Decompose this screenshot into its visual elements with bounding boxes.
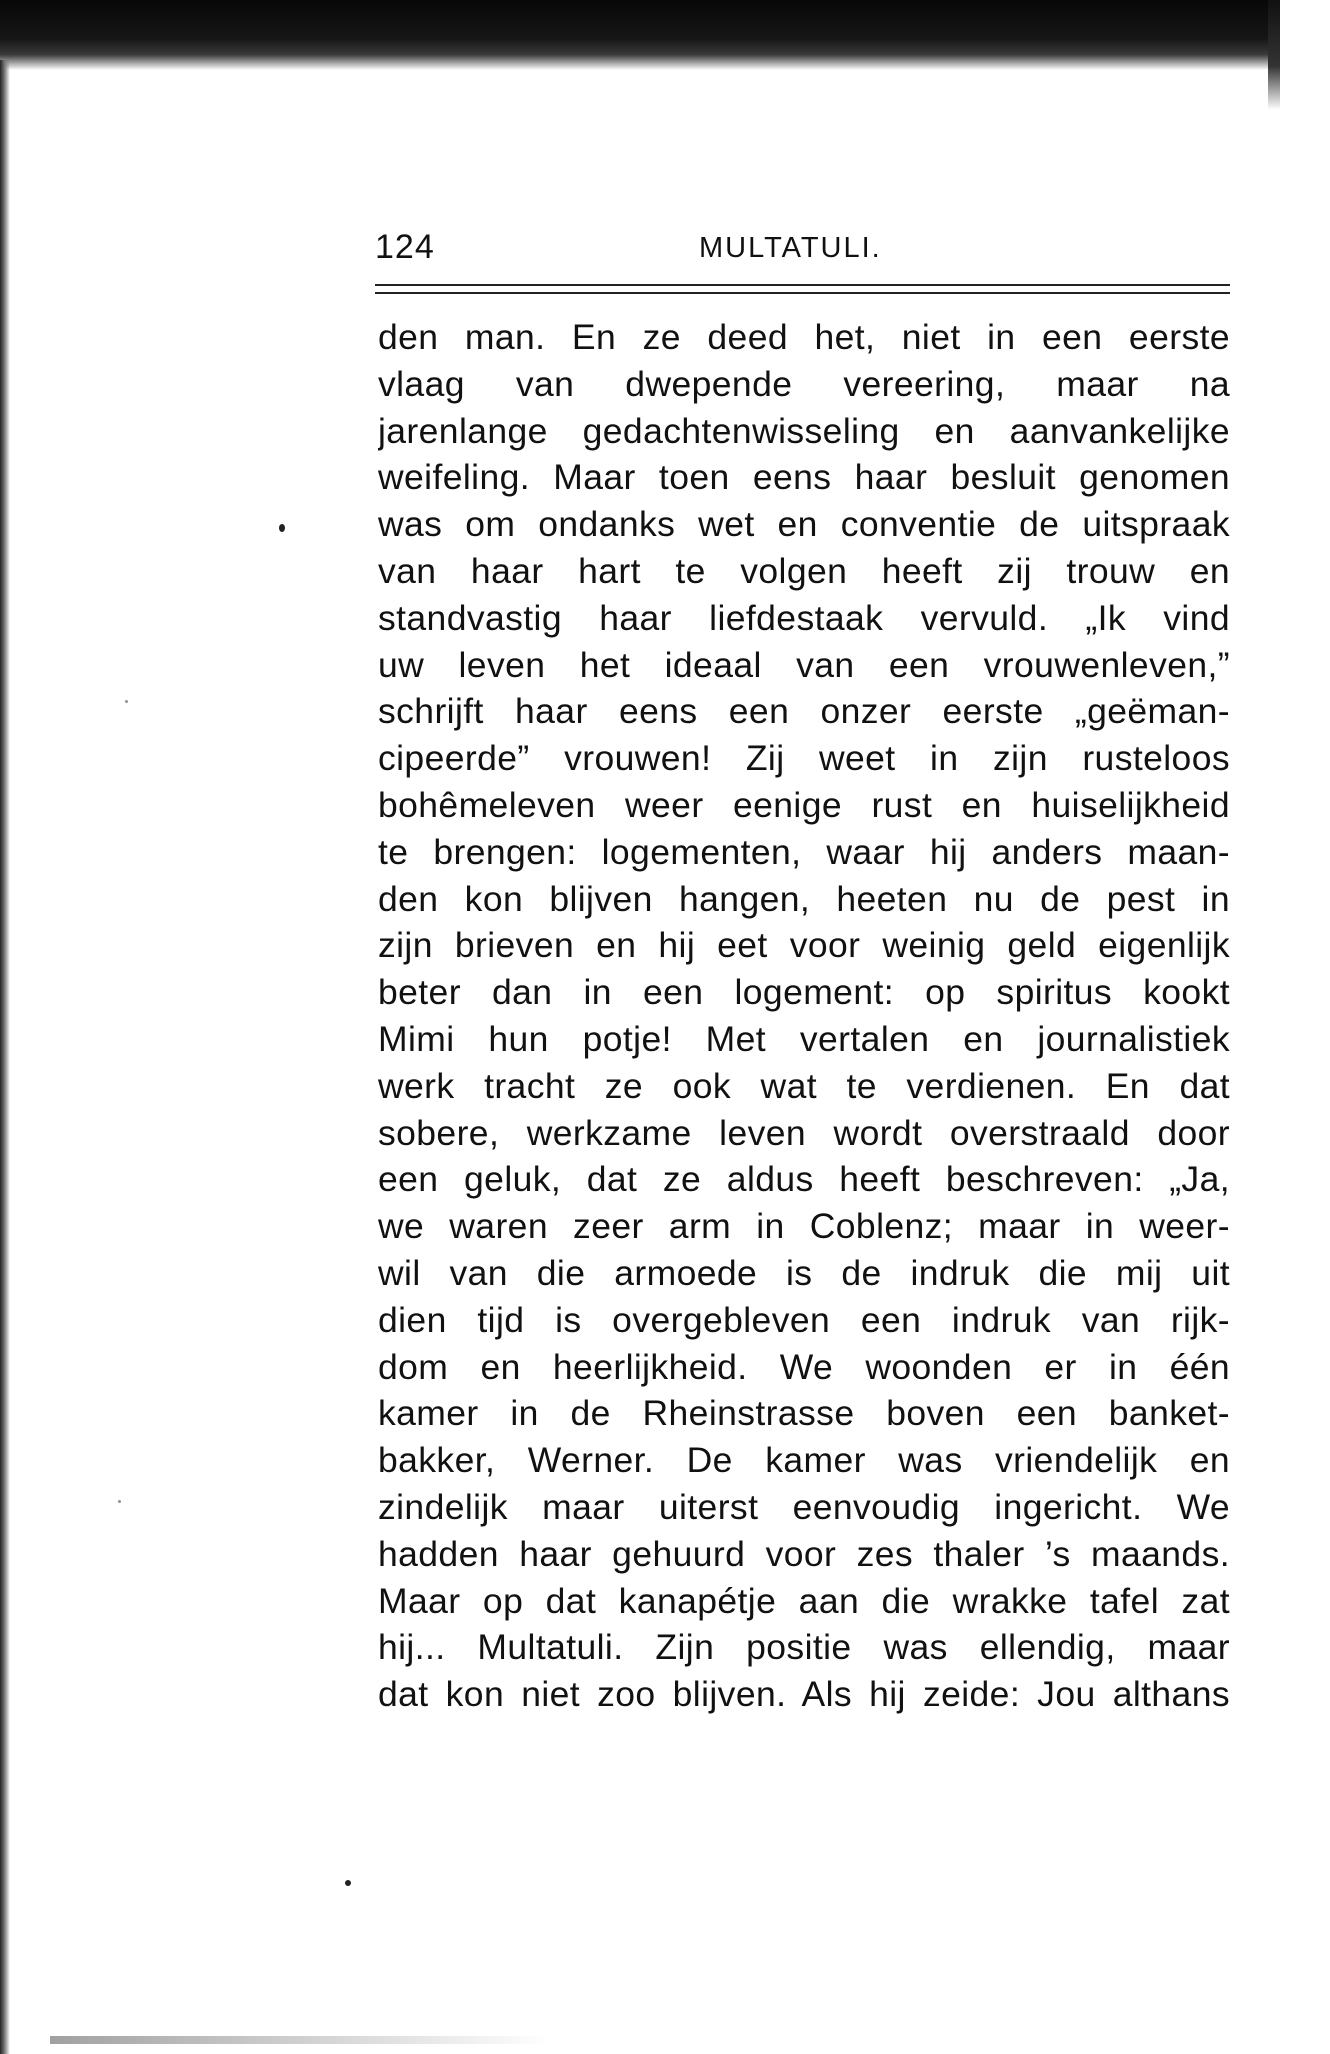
text-line: sobere, werkzame leven wordt overstraald door xyxy=(378,1112,1230,1153)
header-rule-bottom xyxy=(375,292,1230,294)
text-line: kamer in de Rheinstrasse boven een banket- xyxy=(378,1393,1230,1434)
text-line: was om ondanks wet en conventie de uitspraak xyxy=(378,504,1230,545)
text-line: weifeling. Maar toen eens haar besluit genomen xyxy=(378,457,1230,498)
running-head: MULTATULI. xyxy=(699,232,882,264)
text-line: cipeerde” vrouwen! Zij weet in zijn rusteloos xyxy=(378,738,1230,779)
page-number: 124 xyxy=(375,228,435,266)
text-line: hadden haar gehuurd voor zes thaler ’s maands. xyxy=(378,1533,1230,1574)
header-rule-top xyxy=(375,284,1230,286)
text-line: standvastig haar liefdestaak vervuld. „Ik vind xyxy=(378,597,1230,638)
text-line: Maar op dat kanapétje aan die wrakke tafel zat xyxy=(378,1580,1230,1621)
text-line: werk tracht ze ook wat te verdienen. En dat xyxy=(378,1065,1230,1106)
body-text xyxy=(378,314,1230,1718)
scan-border-top-right xyxy=(1268,0,1280,110)
text-line: uw leven het ideaal van een vrouwenleven,” xyxy=(378,644,1230,685)
text-line: den kon blijven hangen, heeten nu de pest in xyxy=(378,878,1230,919)
text-line: dien tijd is overgebleven een indruk van rijk- xyxy=(378,1299,1230,1340)
page-header xyxy=(375,222,1230,282)
text-line: schrijft haar eens een onzer eerste „geëman- xyxy=(378,691,1230,732)
text-line: we waren zeer arm in Coblenz; maar in weer- xyxy=(378,1206,1230,1247)
text-line: vlaag van dwepende vereering, maar na xyxy=(378,363,1230,404)
scan-border-left xyxy=(0,60,10,2054)
text-line: te brengen: logementen, waar hij anders maan- xyxy=(378,831,1230,872)
scan-speck xyxy=(345,1880,351,1886)
text-line: zindelijk maar uiterst eenvoudig ingericht. We xyxy=(378,1486,1230,1527)
text-line: bohêmeleven weer eenige rust en huiselijkheid xyxy=(378,784,1230,825)
scan-border-top xyxy=(0,0,1276,70)
text-line: wil van die armoede is de indruk die mij uit xyxy=(378,1252,1230,1293)
text-line: jarenlange gedachtenwisseling en aanvankelijke xyxy=(378,410,1230,451)
scan-speck xyxy=(118,1500,121,1503)
scan-speck xyxy=(279,524,285,532)
text-line: dom en heerlijkheid. We woonden er in één xyxy=(378,1346,1230,1387)
scan-speck xyxy=(125,700,128,703)
text-line: beter dan in een logement: op spiritus kookt xyxy=(378,972,1230,1013)
scan-border-bottom xyxy=(50,2036,550,2044)
text-line: zijn brieven en hij eet voor weinig geld eigenlijk xyxy=(378,925,1230,966)
text-line: bakker, Werner. De kamer was vriendelijk en xyxy=(378,1440,1230,1481)
text-line: Mimi hun potje! Met vertalen en journalistiek xyxy=(378,1018,1230,1059)
text-line: den man. En ze deed het, niet in een eerste xyxy=(378,317,1230,357)
text-line: een geluk, dat ze aldus heeft beschreven: „Ja, xyxy=(378,1159,1230,1200)
text-line: van haar hart te volgen heeft zij trouw en xyxy=(378,550,1230,591)
text-line: hij... Multatuli. Zijn positie was ellendig, maar xyxy=(378,1627,1230,1668)
text-line: dat kon niet zoo blijven. Als hij zeide: Jou althans xyxy=(378,1674,1230,1715)
